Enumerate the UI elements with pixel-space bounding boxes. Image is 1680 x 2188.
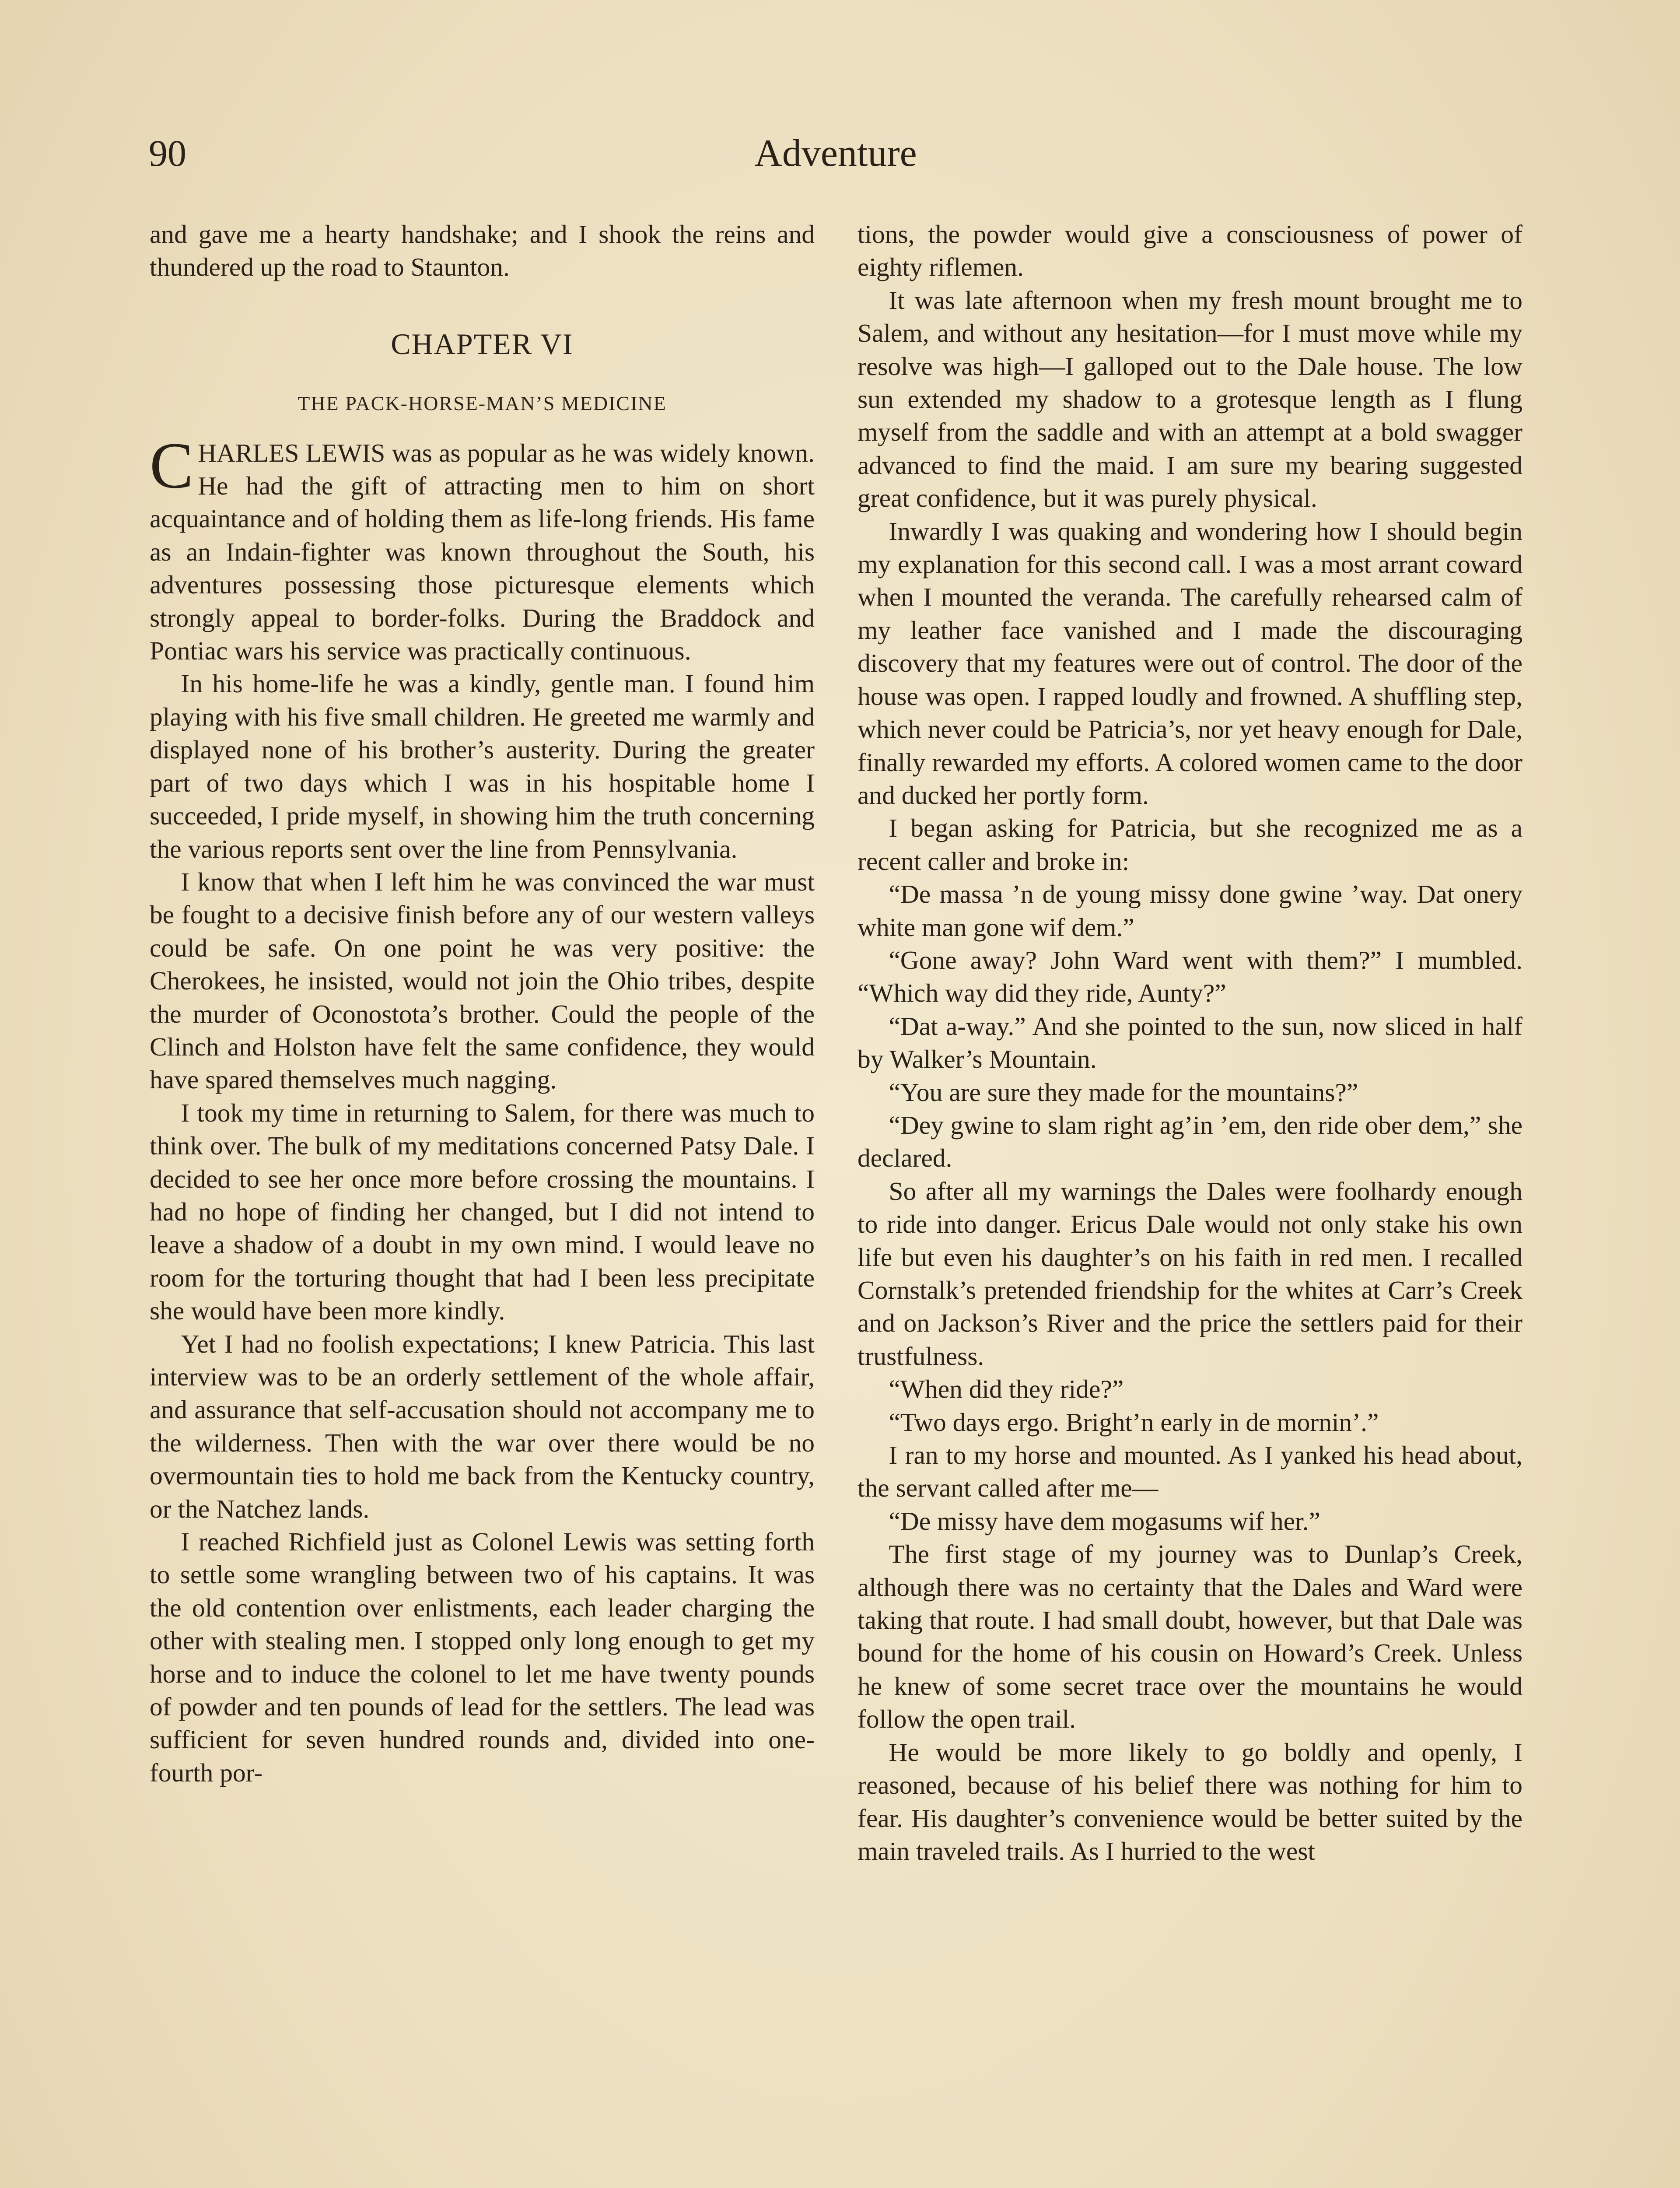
- paragraph: Yet I had no foolish expectations; I knew Patricia. This last interview was to be an orderly settlement of the whole affair, and assurance that self-accusation should not accompany me to the wilderness. Then with the war over there would be no overmountain ties to hold me back from the Kentucky country, or the Natchez lands.: [150, 1329, 815, 1523]
- paragraph: tions, the powder would give a consciousness of power of eighty riflemen.: [858, 220, 1522, 282]
- paragraph: I began asking for Patricia, but she recognized me as a recent caller and broke in:: [858, 813, 1522, 876]
- paragraph: and gave me a hearty handshake; and I shook the reins and thundered up the road to Staunton.: [150, 220, 815, 282]
- dialogue-paragraph: “De missy have dem mogasums wif her.”: [889, 1506, 1320, 1536]
- chapter-subtitle: THE PACK-HORSE-MAN’S MEDICINE: [298, 392, 667, 415]
- opening-paragraph: [150, 429, 815, 668]
- paragraph: The first stage of my journey was to Dunlap’s Creek, although there was no certainty that the Dales and Ward were taking that route. I had small doubt, however, but that Dale was bound for the home of his cousin on Howard’s Creek. Unless he knew of some secret trace over the mountains he would follow the open trail.: [858, 1539, 1522, 1734]
- left-column: [150, 218, 815, 1789]
- paragraph: Inwardly I was quaking and wondering how I should begin my explanation for this second call. I was a most arrant coward when I mounted the veranda. The carefully rehearsed calm of my leather face vanished and I made the discouraging discovery that my features were out of control. The door of the house was open. I rapped loudly and frowned. A shuffling step, which never could be Patricia’s, nor yet heavy enough for Dale, finally rewarded my efforts. A colored women came to the door and ducked her portly form.: [858, 516, 1522, 810]
- dialogue-paragraph: “De massa ’n de young missy done gwine ’way. Dat onery white man gone wif dem.”: [858, 880, 1522, 942]
- dialogue-paragraph: “Dat a-way.” And she pointed to the sun, now sliced in half by Walker’s Mountain.: [858, 1011, 1522, 1074]
- paragraph: He would be more likely to go boldly and openly, I reasoned, because of his belief there was nothing for him to fear. His daughter’s convenience would be better suited by the main traveled trails. As I hurried to the west: [858, 1737, 1522, 1865]
- dialogue-paragraph: “Dey gwine to slam right ag’in ’em, den ride ober dem,” she declared.: [858, 1110, 1522, 1173]
- paragraph: So after all my warnings the Dales were foolhardy enough to ride into danger. Ericus Dale would not only stake his own life but even his daughter’s on his faith in red men. I recalled Cornstalk’s pretended friendship for the whites at Carr’s Creek and on Jackson’s River and the price the settlers paid for their trustfulness.: [858, 1176, 1522, 1371]
- paragraph: I took my time in returning to Salem, for there was much to think over. The bulk of my meditations concerned Patsy Dale. I decided to see her once more before crossing the mountains. I had no hope of finding her changed, but I did not intend to leave a shadow of a doubt in my own mind. I would leave no room for the torturing thought that had I been less precipitate she would have been more kindly.: [150, 1098, 815, 1325]
- paragraph: In his home-life he was a kindly, gentle man. I found him playing with his five small children. He greeted me warmly and displayed none of his brother’s austerity. During the greater part of two days which I was in his hospitable home I succeeded, I pride myself, in showing him the truth concerning the various reports sent over the line from Pennsylvania.: [150, 669, 815, 863]
- paragraph: I ran to my horse and mounted. As I yanked his head about, the servant called after me—: [858, 1441, 1522, 1503]
- dialogue-paragraph: “Gone away? John Ward went with them?” I mumbled. “Which way did they ride, Aunty?”: [858, 945, 1522, 1008]
- paragraph: I reached Richfield just as Colonel Lewis was setting forth to settle some wrangling between two of his captains. It was the old contention over enlistments, each leader charging the other with stealing men. I stopped only long enough to get my horse and to induce the colonel to let me have twenty pounds of powder and ten pounds of lead for the settlers. The lead was sufficient for seven hundred rounds and, divided into one-fourth por-: [150, 1527, 815, 1787]
- page-number: 90: [149, 132, 186, 174]
- dialogue-paragraph: “Two days ergo. Bright’n early in de mornin’.”: [889, 1407, 1379, 1437]
- dialogue-paragraph: “When did they ride?”: [889, 1375, 1124, 1404]
- paragraph-text: HARLES LEWIS was as popular as he was widely known. He had the gift of attracting men to him on short acquaintance and of holding them as life-long friends. His fame as an Indain-fighter was known throughout the South, his adventures possessing those picturesque elements which strongly appeal to border-folks. During the Braddock and Pontiac wars his service was practically continuous.: [150, 438, 815, 666]
- chapter-heading: CHAPTER VI: [391, 327, 574, 361]
- paragraph: It was late afternoon when my fresh mount brought me to Salem, and without any hesitation—for I must move while my resolve was high—I galloped out to the Dale house. The low sun extended my shadow to a grotesque length as I flung myself from the saddle and with an attempt at a bold swagger advanced to find the maid. I am sure my bearing suggested great confidence, but it was purely physical.: [858, 285, 1522, 513]
- page-header: [149, 131, 1522, 188]
- drop-cap: C: [150, 429, 194, 502]
- right-column: [858, 218, 1522, 1868]
- paragraph: I know that when I left him he was convinced the war must be fought to a decisive finish before any of our western valleys could be safe. On one point he was very positive: the Cherokees, he insisted, would not join the Ohio tribes, despite the murder of Oconostota’s brother. Could the people of the Clinch and Holston have felt the same confidence, they would have spared themselves much nagging.: [150, 867, 815, 1094]
- dialogue-paragraph: “You are sure they made for the mountains?”: [889, 1077, 1358, 1107]
- running-title: Adventure: [754, 132, 917, 175]
